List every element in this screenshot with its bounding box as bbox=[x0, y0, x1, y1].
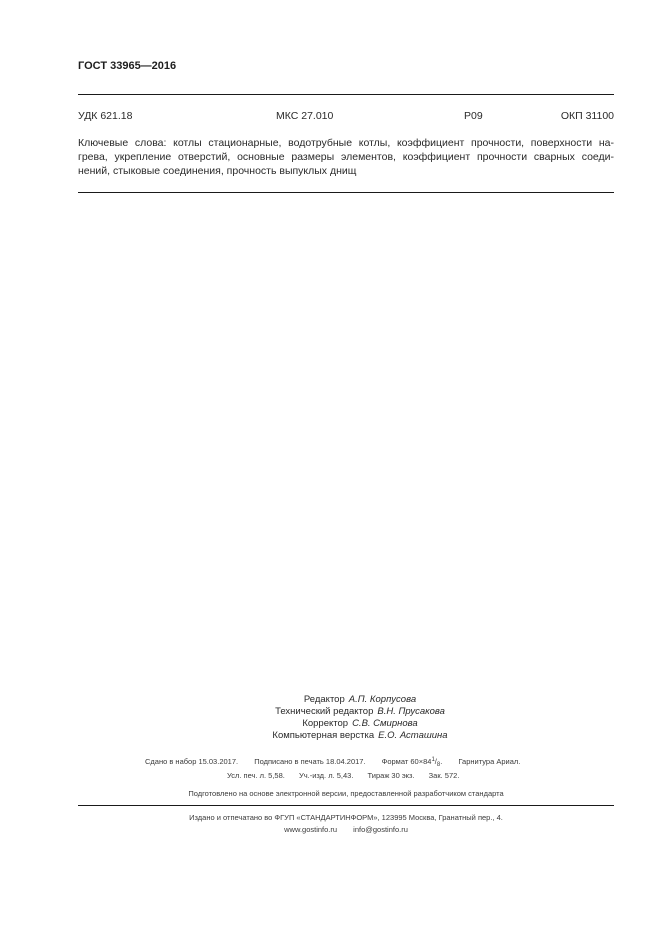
credit-name: Е.О. Асташина bbox=[378, 730, 448, 741]
contacts-line bbox=[78, 825, 614, 834]
credit-role: Корректор bbox=[302, 718, 349, 729]
typeface: Гарнитура Ариал. bbox=[458, 757, 521, 766]
credit-name: В.Н. Прусакова bbox=[377, 706, 445, 717]
submitted-date: Сдано в набор 15.03.2017. bbox=[145, 757, 239, 766]
mks-code: МКС 27.010 bbox=[276, 110, 334, 122]
keywords-block bbox=[78, 136, 614, 178]
keywords-divider bbox=[78, 192, 614, 193]
print-sheets: Усл. печ. л. 5,58. bbox=[227, 771, 285, 780]
category-code: Р09 bbox=[464, 110, 483, 122]
credit-role: Редактор bbox=[303, 694, 345, 705]
document-id: ГОСТ 33965—2016 bbox=[78, 60, 177, 72]
website-link[interactable]: www.gostinfo.ru bbox=[284, 825, 338, 834]
udk-code: УДК 621.18 bbox=[78, 110, 133, 122]
credit-editor bbox=[200, 694, 520, 706]
footer-divider bbox=[78, 805, 614, 806]
credit-tech-editor bbox=[200, 706, 520, 718]
credit-role: Технический редактор bbox=[275, 706, 374, 717]
keywords-line: Ключевые слова: котлы стационарные, водотрубные котлы, коэффициент прочности, поверхности на- bbox=[78, 137, 614, 149]
prepared-note: Подготовлено на основе электронной версии, предоставленной разработчиком стандарта bbox=[188, 789, 504, 798]
circulation: Тираж 30 экз. bbox=[367, 771, 415, 780]
edit-sheets: Уч.-изд. л. 5,43. bbox=[298, 771, 354, 780]
credit-layout bbox=[200, 730, 520, 742]
top-divider bbox=[78, 94, 614, 95]
imprint-line-1 bbox=[145, 757, 585, 768]
credit-proofreader bbox=[200, 718, 520, 730]
imprint-line-2 bbox=[227, 771, 527, 780]
format: Формат $60\times 84^1/_8$. bbox=[381, 757, 443, 768]
order-number: Зак. 572. bbox=[428, 771, 460, 780]
publisher-info: Издано и отпечатано во ФГУП «СТАНДАРТИНФОРМ», 123995 Москва, Гранатный пер., 4. bbox=[189, 813, 503, 822]
signed-date: Подписано в печать 18.04.2017. bbox=[254, 757, 366, 766]
okp-code: ОКП 31100 bbox=[560, 110, 614, 122]
keywords-line: грева, укрепление отверстий, основные размеры элементов, коэффициент прочности сварных соеди- bbox=[78, 151, 614, 163]
credit-name: С.В. Смирнова bbox=[352, 718, 418, 729]
keywords-line: нений, стыковые соединения, прочность выпуклых днищ bbox=[78, 165, 357, 177]
credits-block bbox=[200, 694, 520, 742]
email-link[interactable]: info@gostinfo.ru bbox=[353, 825, 408, 834]
credit-name: А.П. Корпусова bbox=[348, 694, 417, 705]
credit-role: Компьютерная верстка bbox=[272, 730, 375, 741]
